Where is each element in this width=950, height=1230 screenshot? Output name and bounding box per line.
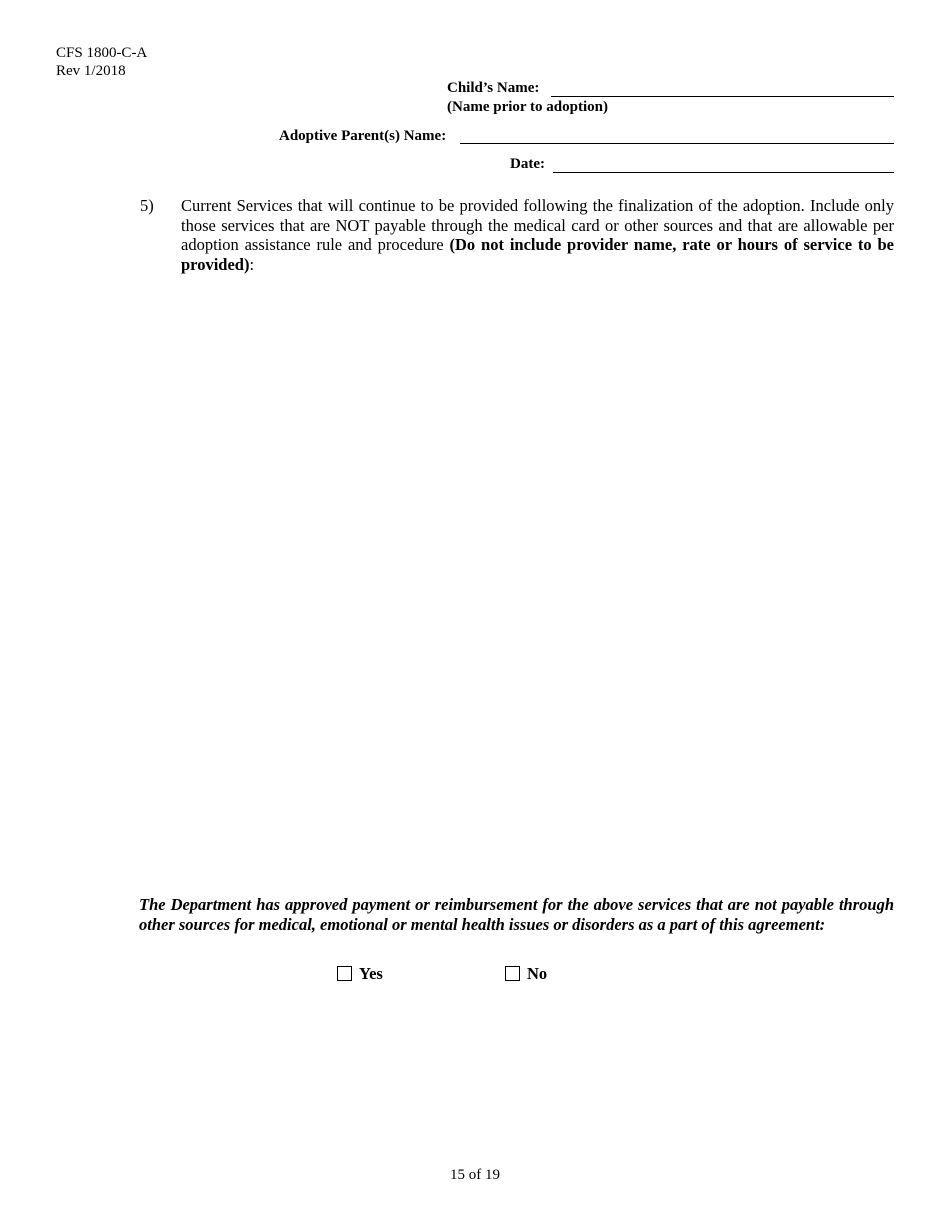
no-label: No <box>527 964 548 983</box>
parent-name-field[interactable] <box>460 143 894 144</box>
form-identifier <box>56 44 147 80</box>
yes-checkbox[interactable] <box>337 966 352 981</box>
approval-statement: The Department has approved payment or reimbursement for the above services that are not payable through other sources for medical, emotional or mental health issues or disorders as a part of this agreement: <box>139 895 894 934</box>
date-field[interactable] <box>553 172 894 173</box>
no-checkbox[interactable] <box>505 966 520 981</box>
item-5-text <box>181 196 894 274</box>
item-5-instruction: (Do not include provider name, rate or hours of service to be provided) <box>181 235 894 274</box>
yes-label: Yes <box>359 964 383 983</box>
item-number: 5) <box>140 196 154 215</box>
date-label: Date: <box>510 156 545 172</box>
item-5-body: Current Services that will continue to be provided following the finalization of the adoption. Include only those services that are NOT payable through the medical card or other sources and that are allowable per adoption assistance rule and procedure <box>181 196 894 254</box>
child-name-field[interactable] <box>551 96 894 97</box>
item-5-suffix: : <box>249 254 255 274</box>
form-number: CFS 1800-C-A <box>56 45 148 61</box>
services-entry-area[interactable] <box>181 280 894 870</box>
child-name-note: (Name prior to adoption) <box>447 99 608 115</box>
parent-name-label: Adoptive Parent(s) Name: <box>279 128 447 144</box>
page-number: 15 of 19 <box>450 1167 500 1183</box>
child-name-label: Child’s Name: <box>447 80 540 96</box>
form-revision: Rev 1/2018 <box>56 63 126 79</box>
